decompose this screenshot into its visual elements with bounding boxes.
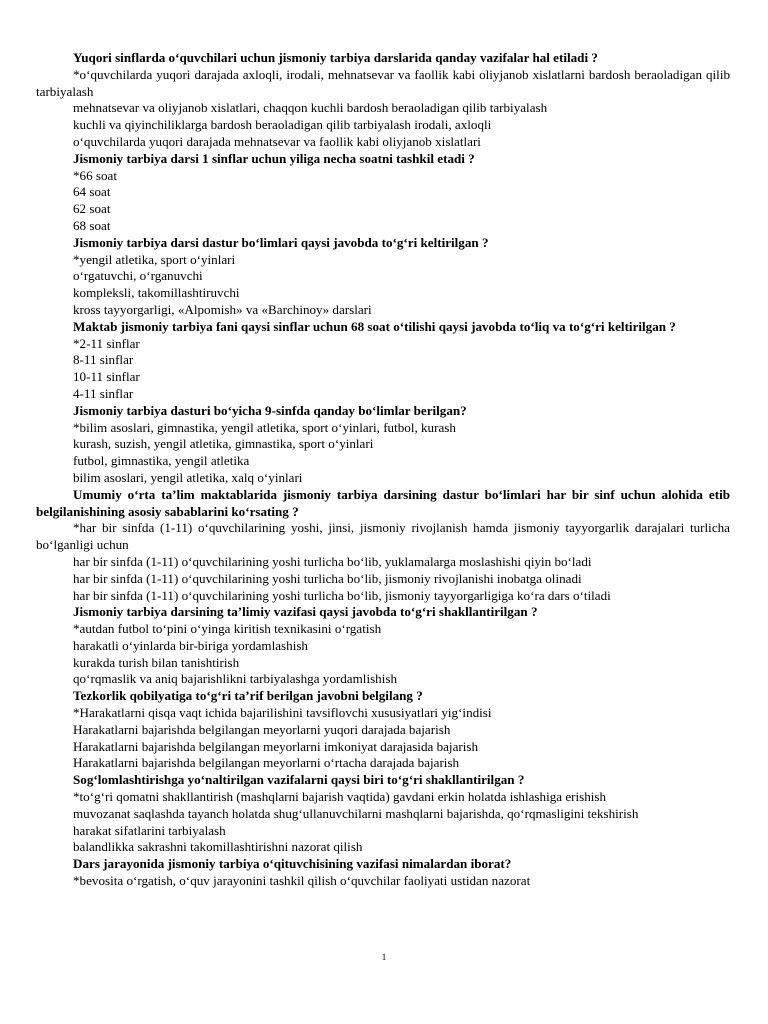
answer-option: *har bir sinfda (1-11) o‘quvchilarining yoshi, jinsi, jismoniy rivojlanish hamda jismoniy tayyorgarlik darajalari turlicha bo‘lganligi uchun (36, 520, 730, 553)
answer-option: mehnatsevar va oliyjanob xislatlari, chaqqon kuchli bardosh beraoladigan qilib tarbiyalash (73, 100, 548, 116)
answer-option: *bevosita o‘rgatish, o‘quv jarayonini tashkil qilish o‘quvchilar faoliyati ustidan nazorat (73, 873, 531, 889)
answer-option: Harakatlarni bajarishda belgilangan meyorlarni o‘rtacha darajada bajarish (73, 755, 460, 771)
answer-option: Harakatlarni bajarishda belgilangan meyorlarni imkoniyat darajasida bajarish (73, 738, 479, 754)
question-block (36, 319, 730, 403)
question-text: Yuqori sinflarda o‘quvchilari uchun jismoniy tarbiya darslarida qanday vazifalar hal etiladi ? (73, 50, 598, 65)
answer-option: kross tayyorgarligi, «Alpomish» va «Barchinoy» darslari (73, 301, 372, 317)
question-block (36, 604, 730, 688)
question-block (36, 487, 730, 605)
question-block (36, 50, 730, 151)
answer-option: kurash, suzish, yengil atletika, gimnastika, sport o‘yinlari (73, 436, 374, 452)
question-block (36, 151, 730, 235)
answer-option: *2-11 sinflar (73, 335, 140, 351)
answer-option: *autdan futbol to‘pini o‘yinga kiritish texnikasini o‘rgatish (73, 621, 382, 637)
document-page (36, 50, 730, 890)
answer-option: *to‘g‘ri qomatni shakllantirish (mashqlarni bajarish vaqtida) gavdani erkin holatda ishlashiga erishish (73, 789, 607, 805)
question-text: Umumiy o‘rta ta’lim maktablarida jismoniy tarbiya darsining dastur bo‘limlari har bir sinf uchun alohida etib belgilanishining asosiy sabablarini ko‘rsating ? (36, 486, 730, 519)
answer-option: balandlikka sakrashni takomillashtirishni nazorat qilish (73, 839, 363, 855)
question-block (36, 772, 730, 856)
answer-option: muvozanat saqlashda tayanch holatda shug‘ullanuvchilarni mashqlarni bajarishda, qo‘rqmasligini tekshirish (73, 805, 639, 821)
answer-option: qo‘rqmaslik va aniq bajarishlikni tarbiyalashga yordamlishish (73, 671, 397, 687)
page-number: 1 (381, 952, 387, 962)
question-text: Sog‘lomlashtirishga yo‘naltirilgan vazifalarni qaysi biri to‘g‘ri shakllantirilgan ? (73, 772, 525, 788)
answer-option: bilim asoslari, yengil atletika, xalq o‘yinlari (73, 469, 303, 485)
question-block (36, 235, 730, 319)
answer-option: kuchli va qiyinchiliklarga bardosh beraoladigan qilib tarbiyalash irodali, axloqli (73, 117, 492, 133)
answer-option: 68 soat (73, 217, 111, 233)
answer-option: kurakda turish bilan tanishtirish (73, 654, 240, 670)
question-block (36, 403, 730, 487)
answer-option: futbol, gimnastika, yengil atletika (73, 453, 250, 469)
answer-option: o‘rgatuvchi, o‘rganuvchi (73, 268, 203, 284)
answer-option: *66 soat (73, 167, 118, 183)
answer-option: har bir sinfda (1-11) o‘quvchilarining yoshi turlicha bo‘lib, yuklamalarga moslashishi qiyin bo‘ladi (73, 553, 592, 569)
answer-option: 10-11 sinflar (73, 369, 140, 385)
question-block (36, 856, 730, 890)
answer-option: Harakatlarni bajarishda belgilangan meyorlarni yuqori darajada bajarish (73, 721, 451, 737)
answer-option: *bilim asoslari, gimnastika, yengil atletika, sport o‘yinlari, futbol, kurash (73, 419, 456, 435)
answer-option: 62 soat (73, 201, 111, 217)
question-text: Jismoniy tarbiya dasturi bo‘yicha 9-sinfda qanday bo‘limlar berilgan? (73, 402, 467, 418)
question-text: Dars jarayonida jismoniy tarbiya o‘qituvchisining vazifasi nimalardan iborat? (73, 856, 512, 872)
answer-option: *Harakatlarni qisqa vaqt ichida bajarilishini tavsiflovchi xususiyatlari yig‘indisi (73, 705, 492, 721)
question-block (36, 688, 730, 772)
answer-option: har bir sinfda (1-11) o‘quvchilarining yoshi turlicha bo‘lib, jismoniy rivojlanishi inobatga olinadi (73, 570, 582, 586)
answer-option: harakat sifatlarini tarbiyalash (73, 822, 226, 838)
question-text: Jismoniy tarbiya darsi 1 sinflar uchun yiliga necha soatni tashkil etadi ? (73, 150, 475, 166)
question-text: Tezkorlik qobilyatiga to‘g‘ri ta’rif berilgan javobni belgilang ? (73, 688, 423, 704)
answer-option: o‘quvchilarda yuqori darajada mehnatsevar va faollik kabi oliyjanob xislatlari (73, 133, 481, 149)
answer-option: harakatli o‘yinlarda bir-biriga yordamlashish (73, 637, 308, 653)
question-text: Maktab jismoniy tarbiya fani qaysi sinflar uchun 68 soat o‘tilishi qaysi javobda to‘liq va to‘g‘ri keltirilgan ? (73, 318, 676, 334)
answer-option: *o‘quvchilarda yuqori darajada axloqli, irodali, mehnatsevar va faollik kabi oliyjanob xislatlarni bardosh beraoladigan qilib tarbiyalash (36, 66, 730, 99)
answer-option: 8-11 sinflar (73, 352, 134, 368)
answer-option: 64 soat (73, 184, 111, 200)
answer-option: 4-11 sinflar (73, 385, 134, 401)
answer-option: *yengil atletika, sport o‘yinlari (73, 251, 236, 267)
answer-option: kompleksli, takomillashtiruvchi (73, 285, 240, 301)
question-text: Jismoniy tarbiya darsi dastur bo‘limlari qaysi javobda to‘g‘ri keltirilgan ? (73, 234, 489, 250)
question-text: Jismoniy tarbiya darsining ta’limiy vazifasi qaysi javobda to‘g‘ri shakllantirilgan ? (73, 604, 538, 620)
answer-option: har bir sinfda (1-11) o‘quvchilarining yoshi turlicha bo‘lib, jismoniy tayyorgarligiga ko‘ra dars o‘tiladi (73, 587, 611, 603)
